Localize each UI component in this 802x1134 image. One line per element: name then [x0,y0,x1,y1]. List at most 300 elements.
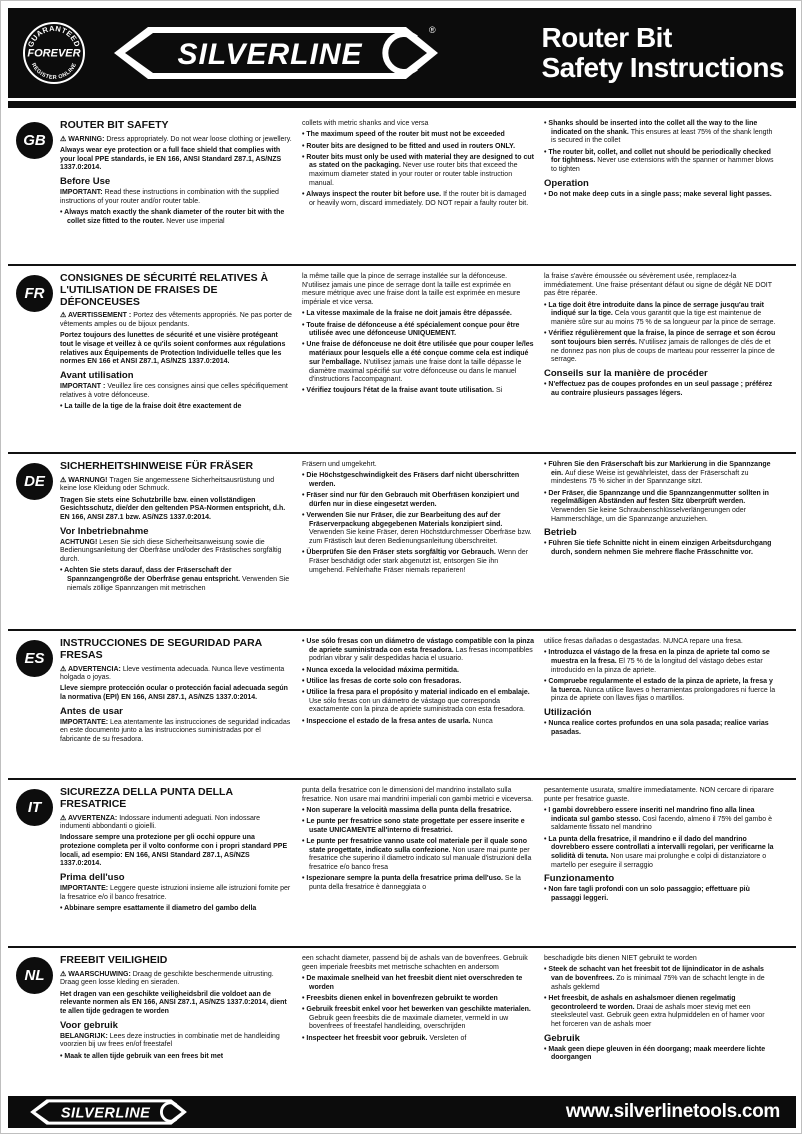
body-text: Portez toujours des lunettes de sécurité et une visière protégeant tout le visage et veillez à ce qu'ils soient conformes aux régulations relatives aux Équipements de Protection Individuelle telles que les normes EN 166 et ANSI Z87.1, AS/NZS 1337.0:2014. [60,332,286,366]
body-text: Draag de geschikte beschermende uitrusting. Draag geen losse kleding en sieraden. [60,970,274,987]
bullet-item [302,322,534,339]
bullet-icon: • [60,208,65,216]
bold-lead: Der Fräser, die Spannzange und die Spannzangenmutter sollten in regelmäßigen Abständen auf festen Sitz überprüft werden. [548,489,769,506]
bullet-icon: • [302,387,307,395]
bold-lead: I gambi dovrebbero essere inseriti nel mandrino fino alla linea indicata sul gambo stesso. [548,806,755,823]
bullet-item [302,310,534,319]
body-text: Lleve siempre protección ocular o protección facial adecuada según la normativa (EPI) EN 166, ANSI Z87.1, AS/NZS 1337.0:2014. [60,685,288,702]
title-line-1: Router Bit [541,22,672,54]
bold-lead: Non superare la velocità massima della punta della fresatrice. [306,806,512,814]
body-text: Verwenden Sie keine Fräser, deren Höchstdurchmesser Oberfräse bzw. zum Frästisch laut deren Bedienungsanleitung überschreitet. [309,529,532,546]
bullet-icon: • [544,719,549,727]
bullet-icon: • [60,567,65,575]
bold-lead: Compruebe regularmente el estado de la pinza de apriete, la fresa y la tuerca. [548,677,773,694]
body-text: een schacht diameter, passend bij de ashals van de bovenfrees. Gebruik geen imperiale freesbits met metrische schachten en andersom [302,955,528,971]
bullet-item [60,567,292,593]
subheading: Before Use [60,176,111,188]
bold-lead: Freesbits dienen enkel in bovenfrezen gebruikt te worden [306,994,498,1002]
bullet-icon: • [60,1052,65,1060]
bold-lead: The router bit, collet, and collet nut should be periodically checked for tightness. [548,148,771,165]
bullet-icon: • [60,402,65,410]
bullet-item [544,886,776,903]
language-badge-de: DE [16,463,53,500]
bullet-icon: • [302,472,307,480]
bold-lead: Maak te allen tijde gebruik van een frees bit met [64,1052,224,1060]
paragraph [302,273,534,308]
bold-lead: Une fraise de défonceuse ne doit être utilisée que pour couper le/les matériaux pour lesquels elle a été conçue comme cela est indiqué sur l'emballage. [306,341,534,366]
column-1 [60,273,292,452]
section-gb [8,113,796,264]
bullet-item [544,461,776,487]
column-2 [302,461,534,629]
bullet-icon: • [302,638,307,645]
footer-logo-text: SILVERLINE [60,1105,151,1122]
warning-icon: ⚠ [60,312,68,320]
paragraph [544,273,776,299]
bullet-item [302,807,534,816]
section-title: SICHERHEITSHINWEISE FÜR FRÄSER [60,460,254,472]
body-text: Lees deze instructies in combinatie met de handleiding voorzien bij uw frees en/of freestafel [60,1032,280,1049]
column-1 [60,787,292,946]
subheading: Funzionamento [544,873,615,885]
body-text: Verwenden Sie keine Schraubenschlüsselverlängerungen oder Hammerschläge, um die Spannzange anzuziehen. [551,506,746,523]
body-text: Lea atentamente las instrucciones de seguridad indicadas en este documento junto a las instrucciones suministradas por el fabricante de su fresadora. [60,718,291,744]
bullet-icon: • [302,191,307,199]
warning-icon: ⚠ [60,476,69,484]
bold-lead: Le punte per fresatrice vanno usate col materiale per il quale sono state progettate, indicato sulla confezione. [306,838,527,854]
bullet-icon: • [302,666,307,674]
body-text: Never use extensions with the spanner or hammer blows to tighten [551,157,774,173]
body-text: la même taille que la pince de serrage installée sur la défonceuse. N'utilisez jamais une pince de serrage dont la taille est exprimée en mesure métrique avec une fraise dont la taille est exprimée en mesure impériale et vice versa. [302,273,521,307]
bullet-item [302,1006,534,1032]
subheading: Conseils sur la manière de procéder [544,367,708,379]
bold-lead: WARNUNG! [68,476,110,484]
body-text: Se la punta della fresatrice è danneggiata o [309,875,521,892]
body-text: Draai de ashals moer stevig met een steeksleutel vast. Gebruik geen extra hulpmiddelen en of hamer voor het forceren van de ashals moer [551,1003,765,1028]
bullet-icon: • [302,1034,307,1042]
bold-lead: AVERTISSEMENT : [67,312,134,320]
warning-note [60,815,292,832]
bold-lead: WARNING: [68,135,107,143]
body-text: Così facendo, almeno il 75% del gambo è saldamente fissato nel mandrino [551,815,773,832]
body-text: Lesen Sie sich diese Sicherheitsanweisung sowie die Bedienungsanleitung der Oberfräse und/oder des Frästisches sorgfältig durch. [60,538,282,564]
warning-icon: ⚠ [60,970,69,978]
bold-lead: IMPORTANT: [60,189,105,197]
bullet-item [302,472,534,489]
bold-lead: La taille de la tige de la fraise doit être exactement de [64,402,242,410]
bold-lead: AVVERTENZA: [67,814,120,822]
bullet-item [544,649,776,675]
bold-lead: Het freesbit, de ashals en ashalsmoer dienen regelmatig gecontroleerd te worden. [548,994,736,1011]
warning-icon: ⚠ [60,135,69,143]
subheading: Utilización [544,706,592,718]
bold-lead: Introduzca el vástago de la fresa en la pinza de apriete tal como se muestra en la fresa. [548,649,770,665]
body-text: Non usare mai prolunghe e colpi di distanziatore o martello per eseguire il serraggio [551,852,767,869]
column-2 [302,273,534,452]
bold-lead: Führen Sie den Fräserschaft bis zur Markierung in die Spannzange ein. [548,461,771,477]
subheading: Vor Inbetriebnahme [60,525,149,537]
header [8,8,796,98]
bullet-item [544,302,776,328]
warning-note [60,971,292,988]
language-badge-column [8,787,60,946]
paragraph [302,787,534,804]
bold-lead: La tige doit être introduite dans la pince de serrage jusqu'au trait indiqué sur la tige. [548,301,765,318]
warning-icon: ⚠ [60,814,68,822]
column-1 [60,638,292,778]
body-text: Portez des vêtements appropriés. Ne pas porter de vêtements amples ou de bijoux pendants. [60,312,292,328]
bullet-item [302,387,534,396]
section-nl [8,946,796,1096]
bullet-item [544,490,776,525]
language-badge-fr: FR [16,275,53,312]
language-badge-column [8,955,60,1096]
paragraph [544,955,776,964]
bullet-item [302,341,534,384]
bold-lead: Vérifiez régulièrement que la fraise, la pince de serrage et son écrou sont toujours bien serrés. [548,330,776,346]
column-1 [60,120,292,264]
bullet-item [302,492,534,509]
columns [60,120,796,264]
bullet-item [544,678,776,704]
sections-container [8,113,796,1096]
bullet-item [544,995,776,1030]
bold-lead: Router bits must only be used with material they are designed to cut as stated on the packaging. [306,153,534,170]
bullet-item [60,905,292,914]
paragraph [60,991,292,1017]
bullet-item [60,209,292,226]
language-badge-gb: GB [16,122,53,159]
section-title: INSTRUCCIONES DE SEGURIDAD PARA FRESAS [60,637,262,661]
bullet-icon: • [302,1006,307,1014]
body-text: Use sólo fresas con un diámetro de vástago que corresponda exactamente con la pinza de apriete suministrada con esta fresadora. [309,697,525,714]
bullet-icon: • [302,153,307,161]
bullet-icon: • [302,142,307,150]
bullet-item [544,191,776,200]
bold-lead: Always inspect the router bit before use. [306,191,444,199]
bullet-item [302,975,534,992]
bullet-item [302,667,534,676]
column-2 [302,120,534,264]
bullet-item [544,720,776,737]
bold-lead: WAARSCHUWING: [68,970,133,978]
column-2 [302,787,534,946]
bullet-item [544,540,776,557]
bold-lead: Maak geen diepe gleuven in één doorgang; maak meerdere lichte doorgangen [548,1045,766,1062]
body-text: Indossare indumenti adeguati. Non indossare indumenti abbondanti o gioielli. [60,814,261,831]
bullet-item [302,995,534,1004]
section-it [8,778,796,946]
body-text: Tragen Sie stets eine Schutzbrille bzw. einen vollständigen Gesichtsschutz, die/der den geltenden PSA-Normen entspricht, d.h. EN 166, ANSI Z87.1 bzw. AS/NZS 1337.0:2014. [60,496,286,522]
subheading: Operation [544,177,589,189]
bold-lead: Führen Sie tiefe Schnitte nicht in einem einzigen Arbeitsdurchgang durch, sondern nehmen Sie mehrere flache Frässchnitte vor. [548,540,772,556]
bullet-item [302,143,534,152]
bold-lead: ACHTUNG! [60,538,100,546]
body-text: utilice fresas dañadas o desgastadas. NUNCA repare una fresa. [544,638,743,645]
section-fr [8,264,796,452]
bullet-item [544,836,776,871]
paragraph [60,497,292,523]
paragraph [60,885,292,902]
body-text: Leggere queste istruzioni insieme alle istruzioni fornite per la fresatrice e/o il banco fresatrice. [60,885,291,901]
body-text: Fräsern und umgekehrt. [302,461,377,468]
bullet-icon: • [302,717,307,725]
subheading: Avant utilisation [60,369,134,381]
paragraph [60,383,292,400]
bullet-item [544,381,776,398]
body-text: Cela vous garantit que la tige est maintenue de manière sûre sur au moins 75 % de sa longueur par la pince de serrage. [551,310,776,326]
columns [60,461,796,629]
bullet-icon: • [302,677,307,685]
language-badge-column [8,638,60,778]
bold-lead: Achten Sie stets darauf, dass der Fräserschaft der Spannzangengröße der Oberfräse genau entspricht. [64,567,243,583]
guaranteed-forever-badge-icon [22,21,86,85]
bullet-icon: • [544,380,549,388]
document-title [541,23,796,82]
bullet-icon: • [302,310,307,318]
bullet-item [60,1053,292,1062]
body-text: Lleve vestimenta adecuada. Nunca lleve vestimenta holgada o joyas. [60,665,285,682]
paragraph [60,834,292,869]
body-text: Las fresas incompatibles podrían vibrar y salir despedidas hacia el usuario. [309,646,533,663]
subheading: Gebruik [544,1032,580,1044]
body-text: Indossare sempre una protezione per gli occhi oppure una protezione completa per il volto conforme con i propri standard PPE locali, ad esempio: EN 166, ANSI Standard Z87.1, AS/NZS 1337.0:2014. [60,834,288,868]
paragraph [60,685,292,702]
columns [60,787,796,946]
body-text: If the router bit is damaged or heavily worn, discard immediately. DO NOT repair a faulty router bit. [309,191,529,207]
paragraph [60,1033,292,1050]
bold-lead: Shanks should be inserted into the collet all the way to the line indicated on the shank. [548,120,758,136]
bullet-item [544,330,776,365]
bold-lead: BELANGRIJK: [60,1032,110,1040]
bullet-icon: • [544,190,549,198]
column-1 [60,955,292,1096]
paragraph [302,120,534,129]
bold-lead: N'effectuez pas de coupes profondes en un seul passage ; préférez au contraire plusieurs passages légers. [548,380,773,397]
body-text: Versleten of [429,1034,467,1042]
paragraph [60,189,292,206]
columns [60,273,796,452]
subheading: Antes de usar [60,705,123,717]
bullet-icon: • [544,489,549,497]
bold-lead: ADVERTENCIA: [67,665,123,673]
bullet-item [302,191,534,208]
bullet-icon: • [544,540,549,548]
bold-lead: Le punte per fresatrice sono state progettate per essere inserite e usate UNICAMENTE all'interno di fresatrici. [306,818,525,834]
language-badge-nl: NL [16,957,53,994]
column-3 [544,461,776,629]
header-divider [8,101,796,108]
bullet-item [302,1035,534,1044]
bullet-icon: • [544,330,549,338]
body-text: Nunca [472,717,493,725]
badge-arc-top-text: GUARANTEED [25,23,83,49]
warning-icon: ⚠ [60,665,68,673]
bold-lead: Verwenden Sie nur Fräser, die zur Bearbeitung des auf der Fräserverpackung abgegebenen Materials konzipiert sind. [306,512,503,528]
body-text: Wenn der Fräser beschädigt oder stark abgenutzt ist, entsorgen Sie ihn umgehend. Fehlerhafte Fräser niemals reparieren! [309,549,529,574]
bold-lead: Die Höchstgeschwindigkeit des Fräsers darf nicht überschritten werden. [306,472,520,488]
bullet-item [302,689,534,715]
bullet-icon: • [302,131,307,139]
body-text: Verwenden Sie niemals zöllige Spannzangen mit metrischen [67,575,290,592]
bold-lead: Do not make deep cuts in a single pass; make several light passes. [548,190,772,198]
body-text: Si [495,387,503,395]
paragraph [60,719,292,745]
bullet-item [302,549,534,575]
bullet-icon: • [302,974,307,982]
language-badge-column [8,461,60,629]
paragraph [544,638,776,647]
language-badge-column [8,120,60,264]
bold-lead: La punta della fresatrice, il mandrino e il dado del mandrino dovrebbero essere controllati a intervalli regolari, per verificarne la solidità di tenuta. [548,835,774,860]
bullet-icon: • [544,835,549,843]
paragraph [60,332,292,367]
bullet-item [60,403,292,412]
bullet-icon: • [302,549,307,557]
bold-lead: Ispezionare sempre la punta della fresatrice prima dell'uso. [306,875,505,883]
column-3 [544,955,776,1096]
bold-lead: Vérifiez toujours l'état de la fraise avant toute utilisation. [306,387,496,395]
registered-mark: ® [429,25,436,35]
section-de [8,452,796,629]
subheading: Voor gebruik [60,1019,118,1031]
paragraph [60,147,292,173]
bullet-item [302,818,534,835]
bullet-item [302,678,534,687]
column-2 [302,638,534,778]
body-text: beschadigde bits dienen NIET gebruikt te worden [544,955,697,962]
bullet-icon: • [544,1045,549,1053]
logo-text: SILVERLINE [177,38,363,71]
bold-lead: Nunca exceda la velocidad máxima permitida. [306,666,459,674]
bullet-icon: • [302,321,307,329]
body-text: Het dragen van een geschikte veiligheidsbril die voldoet aan de relevante normen als EN 166, ANSI Z87.1, AS/NZS 1337.0:2014, dient te allen tijde gedragen te worden [60,990,287,1016]
language-badge-es: ES [16,640,53,677]
body-text: collets with metric shanks and vice versa [302,120,429,127]
bullet-icon: • [302,512,307,520]
bullet-item [544,149,776,175]
body-text: Always wear eye protection or a full face shield that complies with your local PPE standards, ie EN 166, ANSI Standard Z87.1, AS/NZS 1337.0:2014. [60,147,282,172]
bullet-icon: • [302,994,307,1002]
bold-lead: Fräser sind nur für den Gebrauch mit Oberfräsen konzipiert und dürfen nur in diese eingesetzt werden. [306,492,520,508]
bold-lead: IMPORTANT : [60,382,108,390]
bold-lead: Inspeccione el estado de la fresa antes de usarla. [306,717,473,725]
bold-lead: The maximum speed of the router bit must not be exceeded [306,131,505,139]
bold-lead: Use sólo fresas con un diámetro de vástago compatible con la pinza de apriete suministrada con esta fresadora. [306,638,534,654]
body-text: la fraise s'avère émoussée ou sévèrement usée, remplacez-la immédiatement. Une fraise présentant défaut ou signe de dégât NE DOIT pas être réparée. [544,273,772,298]
section-title: FREEBIT VEILIGHEID [60,954,168,966]
footer [8,1096,796,1128]
bold-lead: Abbinare sempre esattamente il diametro del gambo della [64,905,257,913]
body-text: punta della fresatrice con le dimensioni del mandrino installato sulla fresatrice. Non usare mai mandrini imperiali con gambi metrici e viceversa. [302,787,534,803]
body-text: Never use router bits that exceed the maximum diameter stated in your router or router table instruction manual. [309,162,518,187]
bullet-item [544,120,776,146]
bullet-item [302,718,534,727]
paragraph [544,787,776,804]
column-3 [544,787,776,946]
language-badge-column [8,273,60,452]
warning-note [60,666,292,683]
bullet-item [302,838,534,873]
bullet-icon: • [544,966,549,974]
title-line-2: Safety Instructions [541,52,784,83]
body-text: This ensures at least 75% of the shank length is secured in the collet [551,128,773,145]
bullet-item [302,154,534,189]
bullet-item [302,638,534,664]
bold-lead: Non fare tagli profondi con un solo passaggio; effettuare più passaggi leggeri. [548,886,750,902]
warning-note [60,477,292,494]
silverline-logo [112,22,442,84]
body-text: Zo is minimaal 75% van de schacht lengte in de ashals geklemd [551,974,765,991]
body-text: pesantemente usurata, smaltire immediatamente. NON cercare di riparare punte per fresatrice guaste. [544,787,774,803]
bullet-item [302,131,534,140]
bold-lead: Nunca realice cortes profundos en una sola pasada; realice varias pasadas. [548,719,769,736]
body-text: Auf diese Weise ist gewährleistet, dass der Fräserschaft zu mindestens 75 % sicher in der Spannzange sitzt. [551,469,749,486]
body-text: N'utilisez jamais une fraise dont la taille dépasse le diamètre maximal spécifié sur votre défonceuse ou dans le manuel d'instructions l'accompagnant. [309,358,522,384]
body-text: Nunca utilice llaves o herramientas prolongadores ni fuerce la pinza de apriete con llaves fijas o martillos. [551,686,776,703]
subheading: Prima dell'uso [60,872,125,884]
body-text: Never use imperial [166,217,225,225]
bold-lead: Utilice las fresas de corte solo con fresadoras. [306,677,462,685]
bold-lead: Steek de schacht van het freesbit tot de lijnindicator in de ashals van de bovenfrees. [548,966,764,982]
bullet-item [302,875,534,892]
body-text: Read these instructions in combination with the supplied instructions of your router and/or router table. [60,189,279,205]
column-3 [544,638,776,778]
bold-lead: IMPORTANTE: [60,718,111,726]
bullet-icon: • [302,492,307,500]
bullet-icon: • [302,689,307,697]
bullet-icon: • [302,875,307,883]
section-title: SICUREZZA DELLA PUNTA DELLA FRESATRICE [60,786,233,810]
columns [60,955,796,1096]
column-2 [302,955,534,1096]
bold-lead: Toute fraise de défonceuse a été spécialement conçue pour être utilisée avec une défonceuse UNIQUEMENT. [306,321,520,338]
badge-center-text: FOREVER [27,47,81,60]
body-text: Dress appropriately. Do not wear loose clothing or jewellery. [106,135,292,143]
bullet-icon: • [302,341,307,349]
paragraph [302,955,534,972]
bullet-item [302,512,534,547]
bullet-icon: • [544,148,549,156]
bold-lead: Utilice la fresa para el propósito y material indicado en el embalaje. [306,689,530,697]
bullet-icon: • [302,838,307,846]
paragraph [302,461,534,470]
bullet-icon: • [544,649,549,657]
bold-lead: IMPORTANTE: [60,885,111,893]
body-text: Tragen Sie angemessene Sicherheitsausrüstung und keine lose Kleidung oder Schmuck. [60,476,275,493]
bold-lead: Überprüfen Sie den Fräser stets sorgfältig vor Gebrauch. [306,549,498,557]
section-title: CONSIGNES DE SÉCURITÉ RELATIVES À L'UTILISATION DE FRAISES DE DÉFONCEUSES [60,272,269,308]
paragraph [60,539,292,565]
bullet-icon: • [544,461,549,468]
bullet-icon: • [544,120,549,127]
section-es [8,629,796,778]
badge-arc-bottom-text: REGISTER ONLINE [29,62,79,82]
body-text: N'utilisez jamais de rallonges de clés de et ne donnez pas non plus de coups de marteau pour resserrer la pince de serrage. [551,338,775,364]
section-title: ROUTER BIT SAFETY [60,119,169,131]
columns [60,638,796,778]
bullet-icon: • [544,677,549,685]
bullet-icon: • [544,886,549,894]
bold-lead: Gebruik freesbit enkel voor het bewerken van geschikte materialen. [306,1006,531,1014]
body-text: Gebruik geen freesbits die de maximale diameter, vermeld in uw bovenfrees of freestafel handleiding, overschrijden [309,1014,509,1031]
column-3 [544,273,776,452]
silverline-footer-logo [24,1097,194,1127]
website-url: www.silverlinetools.com [565,1101,780,1122]
body-text: Veuillez lire ces consignes ainsi que celles spécifiquement relatives à votre défonceuse. [60,382,288,399]
bullet-icon: • [302,806,307,814]
bullet-icon: • [302,818,307,826]
